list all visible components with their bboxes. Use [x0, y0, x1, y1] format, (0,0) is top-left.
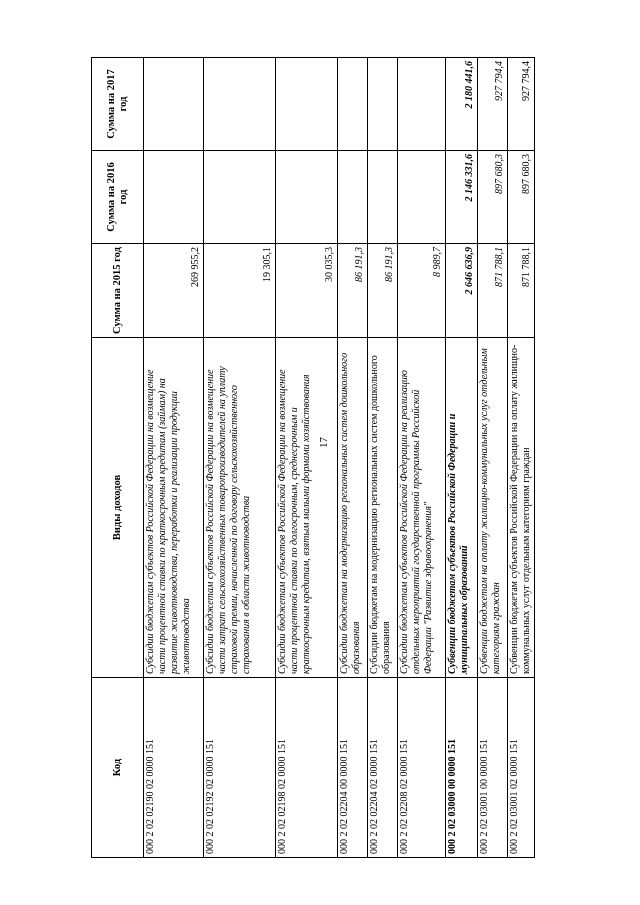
table-row — [338, 58, 368, 858]
row-2015: 269 955,2 — [144, 244, 204, 338]
row-code: 000 2 02 02204 00 0000 151 — [338, 678, 368, 858]
row-2017 — [276, 58, 338, 151]
row-2016 — [338, 151, 368, 244]
table-row — [144, 58, 204, 858]
row-name: Субсидии бюджетам на модернизацию региональных систем дошкольного образования — [338, 338, 368, 678]
row-name: Субсидии бюджетам субъектов Российской Федерации на возмещение части процентной ставки по долгосрочным, среднесрочным и краткосрочным кредитам, взятым малыми формами хозяйствования — [276, 338, 338, 678]
table-row — [368, 58, 398, 858]
row-code: 000 2 02 02204 02 0000 151 — [368, 678, 398, 858]
row-name: Субвенции бюджетам субъектов Российской Федерации и муниципальных образований — [446, 338, 478, 678]
row-2015: 86 191,3 — [368, 244, 398, 338]
row-name: Субвенции бюджетам субъектов Российской Федерации на оплату жилищно-коммунальных услуг отдельным категориям граждан — [508, 338, 535, 678]
row-2016: 2 146 331,6 — [446, 151, 478, 244]
row-2016 — [398, 151, 446, 244]
row-code: 000 2 02 02198 02 0000 151 — [276, 678, 338, 858]
row-name: Субвенции бюджетам на оплату жилищно-коммунальных услуг отдельным категориям граждан — [478, 338, 508, 678]
row-2015: 30 035,3 — [276, 244, 338, 338]
row-2015: 86 191,3 — [338, 244, 368, 338]
header-type: Виды доходов — [92, 338, 144, 678]
header-2015: Сумма на 2015 год — [92, 244, 144, 338]
row-code: 000 2 02 02208 02 0000 151 — [398, 678, 446, 858]
row-2016 — [276, 151, 338, 244]
row-2017 — [398, 58, 446, 151]
row-code: 000 2 02 03001 00 0000 151 — [478, 678, 508, 858]
row-name: Субсидии бюджетам на модернизацию региональных систем дошкольного образования — [368, 338, 398, 678]
table-row — [478, 58, 508, 858]
row-2015: 871 788,1 — [508, 244, 535, 338]
table-row — [508, 58, 535, 858]
header-2017: Сумма на 2017 год — [92, 58, 144, 151]
header-2016: Сумма на 2016 год — [92, 151, 144, 244]
row-name: Субсидии бюджетам субъектов Российской Федерации на возмещение части затрат сельскохозяйственных товаропроизводителей на уплату страховой премии, начисленной по договору сельскохозяйственного страхования в области животноводства — [204, 338, 276, 678]
table-row — [446, 58, 478, 858]
row-2015: 2 646 636,9 — [446, 244, 478, 338]
row-2017: 927 794,4 — [508, 58, 535, 151]
row-2017: 927 794,4 — [478, 58, 508, 151]
table-row — [398, 58, 446, 858]
row-name: Субсидии бюджетам субъектов Российской Федерации на возмещение части процентной ставки по краткосрочным кредитам (займам) на развитие животноводства, переработки и реализации продукции животноводства — [144, 338, 204, 678]
row-code: 000 2 02 03001 02 0000 151 — [508, 678, 535, 858]
row-2017 — [204, 58, 276, 151]
row-2015: 871 788,1 — [478, 244, 508, 338]
page-number-text: 17 — [318, 437, 330, 448]
revenue-table — [91, 57, 535, 858]
row-code: 000 2 02 03000 00 0000 151 — [446, 678, 478, 858]
row-2015: 19 305,1 — [204, 244, 276, 338]
header-code: Код — [92, 678, 144, 858]
row-name: Субсидии бюджетам субъектов Российской Федерации на реализацию отдельных мероприятий государственной программы Российской Федерации "Развитие здравоохранения" — [398, 338, 446, 678]
row-2017 — [368, 58, 398, 151]
table-row — [276, 58, 338, 858]
row-code: 000 2 02 02192 02 0000 151 — [204, 678, 276, 858]
table-row — [204, 58, 276, 858]
row-2015: 8 989,7 — [398, 244, 446, 338]
row-2016 — [204, 151, 276, 244]
row-2017 — [144, 58, 204, 151]
row-2016 — [368, 151, 398, 244]
row-2016: 897 680,3 — [508, 151, 535, 244]
revenue-table-rotated — [91, 58, 532, 858]
row-2016 — [144, 151, 204, 244]
row-2017 — [338, 58, 368, 151]
row-2016: 897 680,3 — [478, 151, 508, 244]
row-2017: 2 180 441,6 — [446, 58, 478, 151]
row-code: 000 2 02 02190 02 0000 151 — [144, 678, 204, 858]
